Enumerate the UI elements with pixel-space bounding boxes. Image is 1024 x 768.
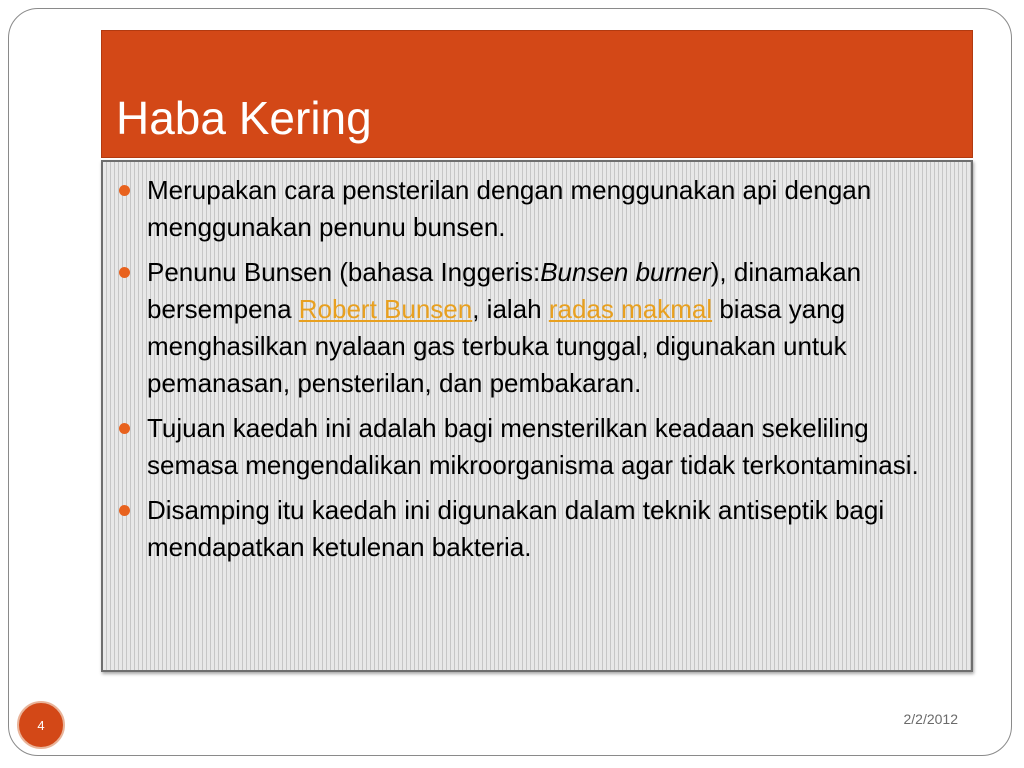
link-radas-makmal[interactable]: radas makmal bbox=[548, 294, 713, 324]
bullet-text-4: Disamping itu kaedah ini digunakan dalam teknik antiseptik bagi mendapatkan ketulenan bakteria. bbox=[147, 495, 885, 562]
page-number-badge bbox=[17, 701, 65, 749]
bullet-text-3: Tujuan kaedah ini adalah bagi mensterilkan keadaan sekeliling semasa mengendalikan mikroorganisma agar tidak terkontaminasi. bbox=[147, 413, 919, 480]
bullet-text-2d: biasa yang menghasilkan nyalaan gas terbuka tunggal, digunakan untuk pemanasan, pensterilan, dan pembakaran. bbox=[147, 294, 847, 398]
page-number: 4 bbox=[37, 717, 45, 733]
bullet-item-3 bbox=[117, 410, 941, 484]
bullet-dot-icon bbox=[119, 185, 130, 196]
slide-title: Haba Kering bbox=[116, 92, 372, 144]
bullet-italic-term: Bunsen burner bbox=[540, 257, 711, 287]
link-robert-bunsen[interactable]: Robert Bunsen bbox=[298, 294, 473, 324]
bullet-text-2c: , ialah bbox=[472, 294, 549, 324]
bullet-text-2a: Penunu Bunsen (bahasa Inggeris: bbox=[147, 257, 541, 287]
bullet-dot-icon bbox=[119, 505, 130, 516]
bullet-dot-icon bbox=[119, 423, 130, 434]
bullet-text-1: Merupakan cara pensterilan dengan menggunakan api dengan menggunakan penunu bunsen. bbox=[147, 175, 872, 242]
bullet-list bbox=[103, 162, 971, 566]
bullet-text-2b: ), dinamakan bersempena bbox=[147, 257, 862, 324]
title-bar bbox=[101, 30, 973, 158]
bullet-dot-icon bbox=[119, 267, 130, 278]
bullet-item-4 bbox=[117, 492, 941, 566]
bullet-item-1 bbox=[117, 172, 941, 246]
content-box bbox=[101, 160, 973, 672]
bullet-item-2 bbox=[117, 254, 941, 402]
slide-date: 2/2/2012 bbox=[903, 711, 958, 727]
